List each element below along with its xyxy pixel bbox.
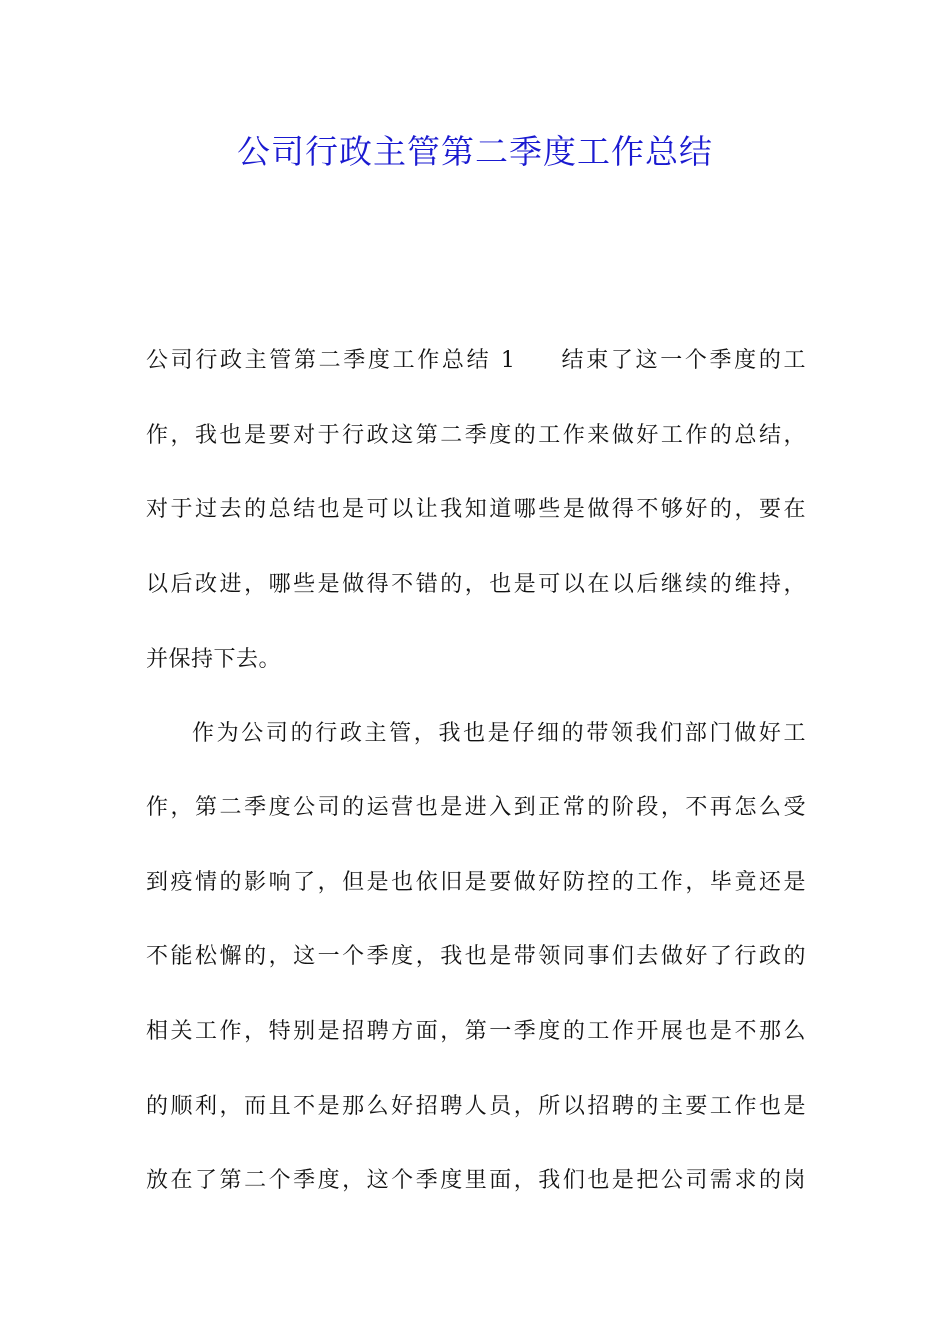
paragraph-2-line-2: 作，第二季度公司的运营也是进入到正常的阶段，不再怎么受 — [146, 795, 806, 820]
paragraph-1-line-2: 作，我也是要对于行政这第二季度的工作来做好工作的总结， — [146, 423, 806, 448]
paragraph-1-line-5: 并保持下去。 — [146, 647, 282, 672]
paragraph-text: 结束了这一个季度的工 — [559, 348, 806, 373]
paragraph-2-line-6: 的顺利，而且不是那么好招聘人员，所以招聘的主要工作也是 — [146, 1094, 806, 1119]
document-title: 公司行政主管第二季度工作总结 — [237, 132, 713, 171]
paragraph-2-line-4: 不能松懈的，这一个季度，我也是带领同事们去做好了行政的 — [146, 944, 806, 969]
paragraph-2-line-1: 作为公司的行政主管，我也是仔细的带领我们部门做好工 — [192, 721, 806, 746]
paragraph-2-line-5: 相关工作，特别是招聘方面，第一季度的工作开展也是不那么 — [146, 1019, 806, 1044]
paragraph-1-line-4: 以后改进，哪些是做得不错的，也是可以在以后继续的维持， — [146, 572, 806, 597]
paragraph-1-line-3: 对于过去的总结也是可以让我知道哪些是做得不够好的，要在 — [146, 497, 806, 522]
paragraph-2-line-3: 到疫情的影响了，但是也依旧是要做好防控的工作，毕竟还是 — [146, 870, 806, 895]
section-heading: 公司行政主管第二季度工作总结 1 — [146, 348, 516, 373]
paragraph-1-line-1 — [146, 345, 806, 377]
paragraph-2-line-7: 放在了第二个季度，这个季度里面，我们也是把公司需求的岗 — [146, 1168, 806, 1193]
